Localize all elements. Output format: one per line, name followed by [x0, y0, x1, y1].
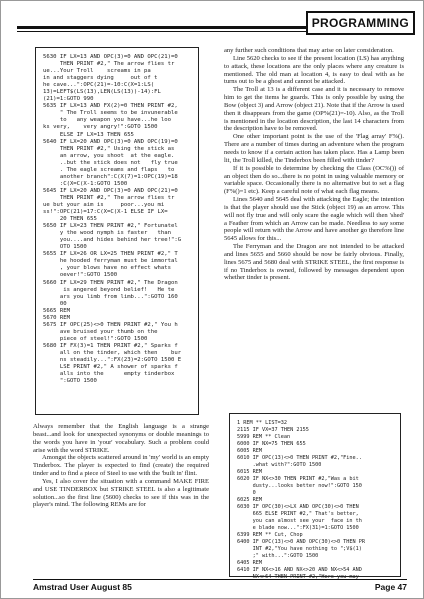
- code-line: is angered beyond belief! He te: [43, 286, 175, 293]
- code-line: e blade now...":FX(31)=1:GOTO 1500: [237, 525, 359, 531]
- code-line: 5680 IF FX(3)=1 THEN PRINT #2," Sparks f: [43, 342, 178, 349]
- paragraph: The Troll at 13 is a different case and it is necessary to remove him to get the items he guards. This is only possible by using the Bow (object 3) and Arrow (object 21). Note that if the Arrow is used then it disappears from the game (OP%(21)=-10). Also, as the Troll is mentioned in the location description, the last 14 characters from the description have to be removed.: [224, 86, 404, 133]
- code-line: 5999 REM ** Clean: [237, 434, 291, 440]
- code-line: he cave...":OPC(21)=-10:C(X=1:LS(: [43, 82, 155, 89]
- code-line: 6010 IF OPC(13)<>0 THEN PRINT #2,"Fine..: [237, 455, 362, 461]
- header-rule-thin: [17, 31, 319, 32]
- code-line: 5635 IF LX=13 AND FX(2)=0 THEN PRINT #2,: [43, 103, 178, 110]
- header-rule: [17, 26, 319, 29]
- code-line: to any weapon you have...he loo: [43, 117, 171, 124]
- paragraph: Yes, I also cover the situation with a command MAKE FIRE and USE TINDERBOX but STRIKE STEEL is also a legitimate solution...so the first line (5600) checks to see if this was in the player's mind. The following REMs are for: [33, 477, 209, 509]
- code-line: all on the tinder, which then bur: [43, 349, 182, 356]
- code-line: 6020 IF NX<>30 THEN PRINT #2,"Was a bit: [237, 476, 359, 482]
- code-line: ELSE IF LX=13 THEN 655: [43, 131, 134, 138]
- code-line: 00: [43, 300, 67, 307]
- code-line: 6405 REM: [237, 560, 262, 566]
- code-line: 5670 REM: [43, 314, 70, 321]
- code-line: 5665 REM: [43, 307, 70, 314]
- code-line: 5645 IF LX=20 AND OPC(3)=0 AND OPC(21)=0: [43, 187, 178, 194]
- code-line: , your blows have no effect whats: [43, 265, 171, 272]
- paragraph: Amongst the objects scattered around in 'my' world is an empty Tinderbox. The player is expected to find (create) the required tinder and to find a piece of Steel to use with the 'built in' flint.: [33, 454, 209, 478]
- page-footer: [33, 579, 407, 592]
- code-line: 20 THEN 655: [43, 216, 97, 223]
- code-line: INT #2,"You have nothing to ";V$(1): [237, 546, 362, 552]
- code-line: .what with?":GOTO 1500: [237, 462, 322, 468]
- code-line: 6005 REM: [237, 448, 262, 454]
- code-line: ars you limb from limb...":GOTO 160: [43, 293, 178, 300]
- code-line: ss!":OPC(21)=17:C(X=C(X-1 ELSE IF LX=: [43, 209, 168, 216]
- section-title: PROGRAMMING: [306, 11, 415, 35]
- code-line: :C(X=C(X-1:GOTO 1500: [43, 180, 128, 187]
- paragraph: Lines 5640 and 5645 deal with attacking the Eagle; the intention is that the player should use the Stick (object 19) as an arrow. This will not fly true and will only scare the eagle which will then 'shed' a Feather from which an Arrow can be made. Needless to say some people will return with the Arrow and have another go therefore line 5645 allows for this...: [224, 196, 404, 243]
- code-line: ue...Your Troll screams in pa: [43, 68, 151, 75]
- code-line: 5640 IF LX=20 AND OPC(3)=0 AND OPC(19)=0: [43, 138, 178, 145]
- code-line: THEN PRINT #2," Using the stick as: [43, 145, 175, 152]
- code-block: [43, 54, 192, 385]
- code-line: THEN PRINT #2," The arrow flies tr: [43, 194, 175, 201]
- footer-publication: Amstrad User August 85: [33, 582, 132, 592]
- code-line: 6015 REM: [237, 469, 262, 475]
- code-line: another branch":C(X(7)=1:OPC(19)=18: [43, 173, 178, 180]
- code-line: 13)=LEFT$(LS(13),LEN(LS(13))-14):FL: [43, 89, 161, 96]
- code-listing-left: [35, 47, 199, 415]
- page-header: [17, 7, 415, 35]
- code-line: 6025 REM: [237, 497, 262, 503]
- paragraph: Line 5620 checks to see if the present location (LS) has anything to attack, these locations are the only places where any creature is mentioned. The old man at location 4, is easy to deal with as he turns out to be a ghost and cannot be attacked.: [224, 54, 404, 86]
- code-line: 2115 IF VX=37 THEN 2155: [237, 427, 309, 433]
- code-line: (21)=1:GOTO 990: [43, 96, 94, 103]
- code-line: an arrow, you shoot at the eagle.: [43, 152, 175, 159]
- code-line: ks very, very angry!":GOTO 1500: [43, 124, 158, 131]
- code-line: 665 ELSE PRINT #2," That's better,: [237, 511, 359, 517]
- code-line: ..but the stick does not fly true: [43, 159, 178, 166]
- code-line: dusty...looks better now!":GOTO 150: [237, 483, 362, 489]
- code-line: alls into the empty tinderbox: [43, 371, 175, 378]
- code-line: 6400 IF OPC(13)<>0 AND OPC(30)<>0 THEN PR: [237, 539, 366, 545]
- paragraph: any further such conditions that may arise on later consideration.: [224, 47, 394, 54]
- paragraph: The Ferryman and the Dragon are not intended to be attacked and lines 5655 and 5660 should be now be fairly obvious. Finally, lines 5675 and 5680 deal with STRIKE STEEL, the first response is if no Tinderbox is owned, followed by messages dependent upon whether tinder is present.: [224, 243, 404, 282]
- code-line: ave bruised your thumb on the: [43, 328, 158, 335]
- code-line: piece of steel!":GOTO 1500: [43, 335, 148, 342]
- body-text-right: [224, 47, 404, 282]
- code-line: 5660 IF LX=29 THEN PRINT #2," The Dragon: [43, 279, 178, 286]
- code-line: 6000 IF NX=75 THEN 655: [237, 441, 306, 447]
- footer-page-number: Page 47: [374, 582, 407, 592]
- code-line: 5650 IF LX=23 THEN PRINT #2," Fortunatel: [43, 223, 178, 230]
- code-line: 6030 IF OPC(30)<>LX AND OPC(30)<>0 THEN: [237, 504, 359, 510]
- code-line: OTO 1500: [43, 244, 87, 251]
- code-line: 6410 IF NX<>16 AND NX<>20 AND NX<>54 AND: [237, 567, 362, 573]
- paragraph: Always remember that the English language is a strange beast...and look for unexpected synonyms or double meanings to the words you have in 'your' vocabulary. Such a problem could arise with the word STRIKE.: [33, 423, 209, 454]
- code-line: in and staggers dying out of t: [43, 75, 158, 82]
- paragraph: One other important point is the use of the 'Flag array' F%(). There are a number of times during an adventure when the program needs to know if a certain action has taken place. Has a Lamp been lit, the Troll killed, the Tinderbox been filled with tinder?: [224, 133, 404, 164]
- paragraph: If it is possible to determine by checking the Class (OC%()) of an object then do so...there is no point in using valuable memory or variable space. Occasionally there is no alternative but to set a flag (F%()=1 etc). Keep a careful note of what each flag means.: [224, 164, 404, 196]
- code-line: ":GOTO 1500: [43, 378, 97, 385]
- code-line: he hooded ferryman must be immortal: [43, 258, 178, 265]
- code-line: THEN PRINT #2," The arrow flies tr: [43, 61, 175, 68]
- code-listing-right: [229, 413, 401, 580]
- code-line: 1 REM ** LIST=32: [237, 420, 287, 426]
- code-line: " The Troll seems to be invunerable: [43, 110, 178, 117]
- code-line: 5675 IF OPC(25)<>0 THEN PRINT #2," You h: [43, 321, 178, 328]
- code-line: LSE PRINT #2," A shower of sparks f: [43, 364, 178, 371]
- code-line: . The eagle screams and flaps to: [43, 166, 175, 173]
- code-line: 0: [237, 490, 256, 496]
- code-line: ue but your aim is poor...you mi: [43, 201, 165, 208]
- code-line: 5655 IF LX=26 OR LX=25 THEN PRINT #2," T: [43, 251, 178, 258]
- code-block: [237, 420, 396, 581]
- code-line: NX<>64 THEN PRINT #2,"Hero you may: [237, 574, 359, 580]
- body-text-left: [33, 423, 209, 509]
- code-line: ns steadily...":FX(23)=2:GOTO 1500 E: [43, 357, 182, 364]
- code-line: 5630 IF LX=13 AND OPC(3)=0 AND OPC(21)=0: [43, 54, 178, 60]
- code-line: you....and hides behind her tree!":G: [43, 237, 182, 244]
- code-line: you can almost see your face in th: [237, 518, 362, 524]
- code-line: 6399 REM ** Cut, Chop: [237, 532, 303, 538]
- code-line: oever!":GOTO 1500: [43, 272, 118, 279]
- code-line: y the wood nymph is faster than: [43, 230, 171, 237]
- code-line: ;" with...":GOTO 1500: [237, 553, 319, 559]
